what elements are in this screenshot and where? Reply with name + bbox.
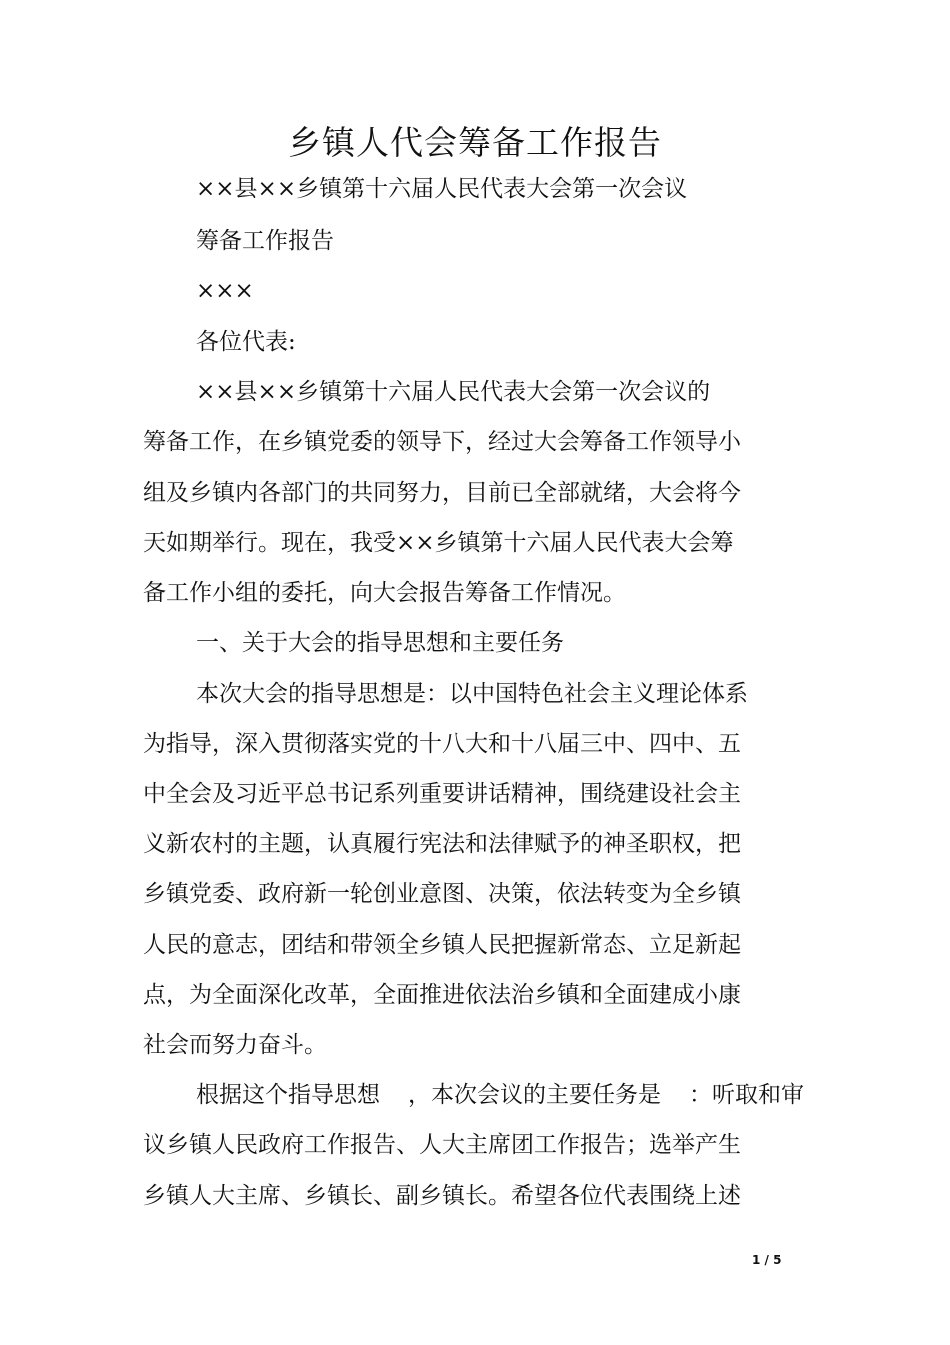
- paragraph-line: 点，为全面深化改革，全面推进依法治乡镇和全面建成小康: [143, 982, 741, 1008]
- paragraph-line: 社会而努力奋斗。: [143, 1032, 327, 1058]
- split-part-2: ，本次会议的主要任务是: [408, 1082, 661, 1108]
- paragraph-line: 中全会及习近平总书记系列重要讲话精神，围绕建设社会主: [143, 781, 741, 807]
- author-line: ×××: [196, 278, 254, 304]
- document-title: 乡镇人代会筹备工作报告: [288, 123, 662, 162]
- paragraph-line: 为指导，深入贯彻落实党的十八大和十八届三中、四中、五: [143, 731, 741, 757]
- split-part-1: 根据这个指导思想: [196, 1082, 380, 1108]
- paragraph-line: 人民的意志，团结和带领全乡镇人民把握新常态、立足新起: [143, 932, 741, 958]
- paragraph-line: 议乡镇人民政府工作报告、人大主席团工作报告；选举产生: [143, 1132, 741, 1158]
- paragraph-line: 备工作小组的委托，向大会报告筹备工作情况。: [143, 580, 626, 606]
- paragraph-line: 乡镇人大主席、乡镇长、副乡镇长。希望各位代表围绕上述: [143, 1183, 741, 1209]
- paragraph-line: ××县××乡镇第十六届人民代表大会第一次会议的: [196, 379, 711, 405]
- subtitle-line-2: 筹备工作报告: [196, 228, 334, 254]
- salutation-line: 各位代表:: [196, 329, 296, 355]
- paragraph-line: 义新农村的主题，认真履行宪法和法律赋予的神圣职权，把: [143, 831, 741, 857]
- paragraph-line: 天如期举行。现在，我受××乡镇第十六届人民代表大会筹: [143, 530, 734, 556]
- split-part-3: ：听取和审: [689, 1082, 804, 1108]
- paragraph-line: 本次大会的指导思想是：以中国特色社会主义理论体系: [196, 681, 748, 707]
- paragraph-line: 乡镇党委、政府新一轮创业意图、决策，依法转变为全乡镇: [143, 881, 741, 907]
- paragraph-line-split: [196, 1078, 804, 1112]
- paragraph-line: 组及乡镇内各部门的共同努力，目前已全部就绪，大会将今: [143, 480, 741, 506]
- subtitle-line-1: ××县××乡镇第十六届人民代表大会第一次会议: [196, 176, 688, 202]
- section-heading: 一、关于大会的指导思想和主要任务: [196, 630, 564, 656]
- page-number: 1 / 5: [752, 1253, 782, 1267]
- paragraph-line: 筹备工作，在乡镇党委的领导下，经过大会筹备工作领导小: [143, 429, 741, 455]
